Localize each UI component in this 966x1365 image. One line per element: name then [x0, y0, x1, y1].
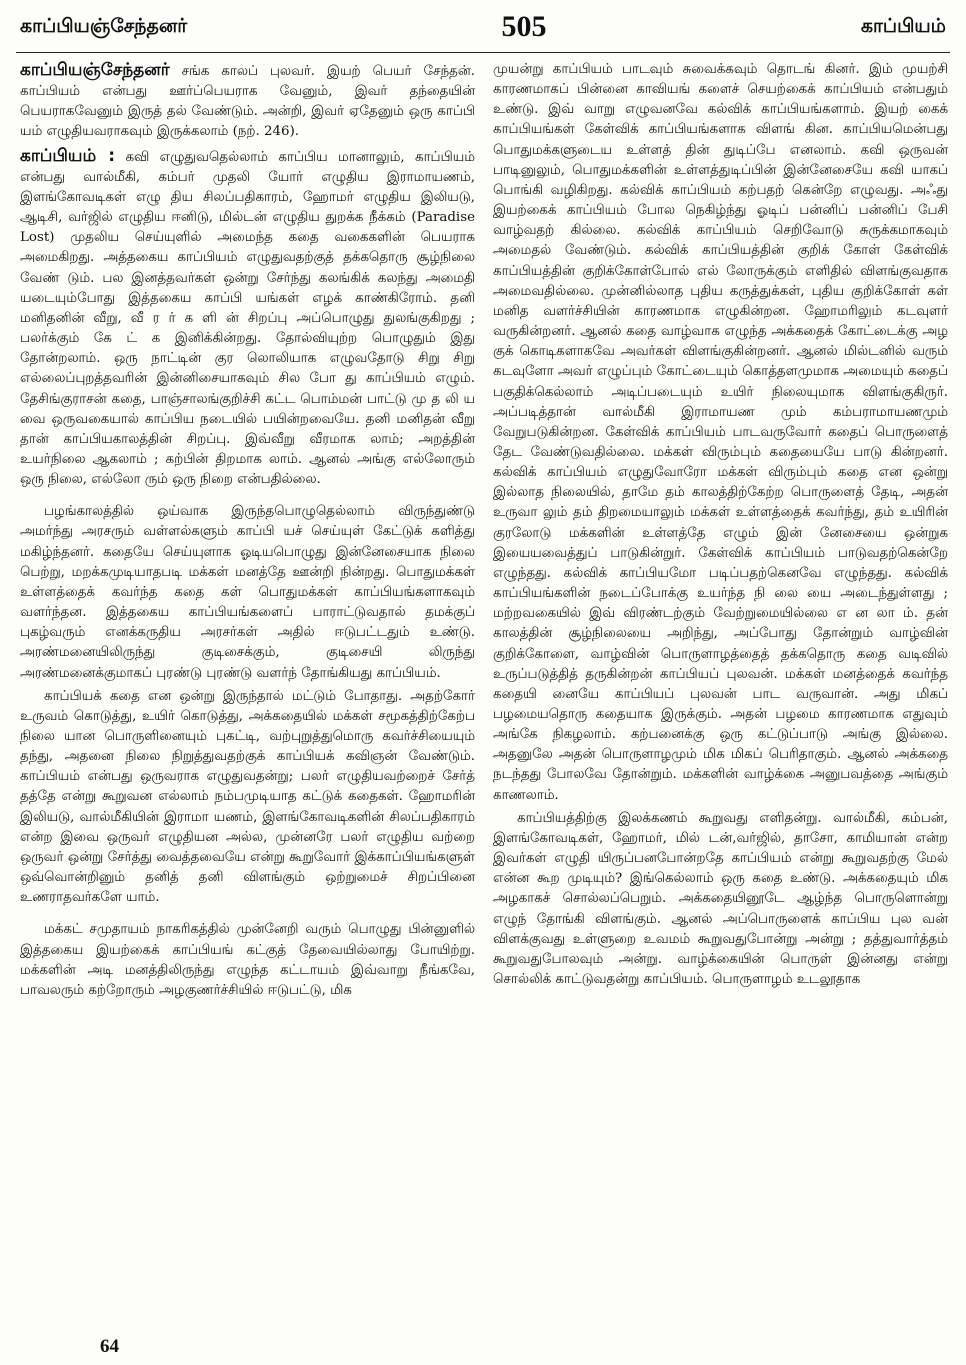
entry-text: கவி எழுதுவதெல்லாம் காப்பிய மானாலும், காப்பியம் என்பது வால்மீகி, கம்பர் முதலி யோர் எழுதிய இராமாயணம், இளங்கோவடிகள் எழு திய சிலப்பதிகாரம், ஹோமர் எழுதிய இலியடு, ஆடிசி, வர்ஜில் எழுதிய ஈனிடு, மில்டன் எழுதிய துறக்க நீக்கம் (Paradise Lost) முதலிய செய்யுளில் அமைந்த கதை வகைகளின் பெயராக அமைகிறது. அத்தகைய காப்பியம் எழுதுவதற்குத் தக்கதொரு சூழ்நிலை வேண் டும். பல இனத்தவர்கள் ஒன்று சேர்ந்து கலங்கிக் கலந்து அமைதி யடையும்போது இத்தகைய காப்பி யங்கள் எழக் காண்கிரோம். தனி மனிதனின் வீறு, வீ ர ர் க ளி ன் சிறப்பு அப்பொழுது துலங்குகிறது ; பலர்க்கும் கே ட் க இனிக்கின்றது. தோல்வியுற்ற பொழுதும் இது தோன்றலாம். ஒரு நாட்டின் குர லொலியாக எழுவதோடு சிறு சிறு எல்லைப்புறத்தவரின் இன்னிசையாகவும் சில போ து காப்பியம் எழும். தேசிங்குராசன் கதை, பாஞ்சாலங்குறிச்சி கட்ட பொம்மன் பாட்டு மு த லி ய வை ஒருவகையால் காப்பிய நடையில் பயின்றவையே. தனி மனிதன் வீறு தான் காப்பியகாலத்தின் சிறப்பு. இவ்வீறு வீரமாக லாம்; அறத்தின் உயர்நிலை ஆகலாம் ; கற்பின் திறமாக லாம். ஆனல் அங்கு எல்லோரும் ஒரு நிலை, எல்லோ ரும் ஒரு நிறை என்பதில்லை. [20, 149, 475, 488]
right-column [493, 60, 948, 1325]
left-column [20, 60, 475, 1325]
header-page-number: 505 [501, 10, 547, 43]
footer-page-number: 64 [100, 1336, 119, 1357]
body-columns [20, 60, 948, 1325]
paragraph: முயன்று காப்பியம் பாடவும் சுவைக்கவும் தொடங் கினர். இம் முயற்சி காரணமாகப் பின்னை காவியங் களைச் செயற்கைக் காப்பியம் என்பதும் உண்டு. இவ் வாறு எழுவனவே கல்விக் காப்பியங்களாம். இயற் கைக் காப்பியங்கள் கேள்விக் காப்பியங்களாக விளங் கின. காப்பியமென்பது பொதுமக்களுடைய உள்ளத் தின் துடிப்பே எனலாம். கவி ஒருவன் பாடினுலும், பொதுமக்களின் உள்ளத்துடிப்பின் இன்னேசையே கவி யாகப் பொங்கி வழிகிறது. கல்விக் காப்பியம் கற்பதற் கென்றே எழுவது. அஃது இயற்கைக் காப்பியம் போல நெகிழ்ந்து ஓடிப் பன்னிப் பன்னிப் பேசி வாழ்வதற் கில்லை. கல்விக் காப்பியம் செறிவோடு சுருக்கமாகவும் அமைதல் வேண்டும். கல்விக் காப்பியத்தின் குறிக் கோள் கேள்விக் காப்பியத்தின் குறிக்கோள்போல் எல் லோருக்கும் எளிதில் விளங்குவதாக அமைவதில்லை. முன்னில்லாத புதிய கருத்துக்கள், புதிய குறிக்கோள் கள் மனித வளர்ச்சியின் காரணமாக எழுகின்றன. ஹோமரிலும் கடவுளர் வருகின்றனர். ஆனல் கதை வாழ்வாக எழுந்த அக்கதைக் கோட்டைக்கு அழ குக் கொடிகளாகவே அவர்கள் விளங்குகின்றனர். ஆனல் மில்டனில் வரும் கடவுளோ அவர் எழுப்பும் கோட்டையும் கொத்தளமுமாக அமையும் கதைப் பகுதிக்கெல்லாம் அடிப்படையும் உயிர் நிலையுமாக விளங்குகிருர். அப்படித்தான் வால்மீகி இராமாயண மும் கம்பராமாயணமும் வேறுபடுகின்றன. கேள்விக் காப்பியம் பாடவருவோர் கதைப் பொருளைத் தேட வேண்டுவதில்லை. மக்கள் விரும்பும் கதையையே பாடு கின்றனர். கல்விக் காப்பியம் எழுதுவோரோ மக்கள் விரும்பும் கதை என ஒன்று இல்லாத நிலையில், தாமே தம் காலத்திற்கேற்ற பொருளைத் தேடி, அதன் உருவா லும் தம் திறமையாலும் மக்கள் உள்ளத்தைக் கவர்ந்து, தம் உயிரின் குரலோடு மக்களின் உள்ளத்தே எழும் இன் னேசையை ஒன்றுக இயையவைத்துப் பாடுகின்றுர். கேள்விக் காப்பியம் பாடுவதற்கென்றே எழுந்தது. கல்விக் காப்பியமோ படிப்பதற்கெனவே எழுந்தது. கல்விக் காப்பியங்களின் நடைப்போக்கு உயர்ந்த நி லை யை அடைந்துள்ளது ; மற்றவகையில் இவ் விரண்டற்கும் வேற்றுமையில்லை எ ன லா ம். தன் காலத்தின் சூழ்நிலையை அறிந்து, அப்போது தோன்றும் வாழ்வின் குறிக்கோளை, வாழ்வின் பொருளாழத்தைத் தக்கதொரு கதை வடிவில் உருப்படுத்தித் தருகின்றன் காப்பியப் புலவன். மக்கள் மனத்தைக் கவர்ந்த கதையி னையே காப்பியப் புலவன் பாட வருவான். அது மிகப் பழமையதொரு கதையாக இருக்கும். அதன் பழமை காரணமாக எதுவும் அங்கே நிகழலாம். கற்பனைக்கு ஒரு கட்டுப்பாடு அங்கு இல்லை. அதனுலே அதன் பொருளாழமும் மிக மிகப் பெரிதாகும். ஆனல் அக்கதை நடந்தது போலவே தோன்றும். மக்களின் வாழ்க்கை அனுபவத்தை அங்கும் காணலாம். [493, 62, 948, 803]
entry-text: சங்க காலப் புலவர். இயற் பெயர் சேந்தன். காப்பியம் என்பது ஊர்ப்பெயராக வேனும், இவர் தந்தையின் பெயராகவேனும் இருத் தல் வேண்டும். அன்றி, இவர் ஏதேனும் ஒரு காப்பி யம் எழுதியவராகவும் இருக்கலாம் (நற். 246). [20, 64, 475, 140]
paragraph: மக்கட் சமுதாயம் நாகரிகத்தில் முன்னேறி வரும் பொழுது பின்னுளில் இத்தகைய இயற்கைக் காப்பியங் கட்குத் தேவையில்லாது போயிற்று. மக்களின் அடி மனத்திலிருந்து எழுந்த கட்டாயம் இவ்வாறு நீங்கவே, பாவலரும் கற்றோரும் அழகுணர்ச்சியில் ஈடுபட்டு, மிக [20, 922, 475, 998]
header-rule [16, 52, 950, 53]
header-left-title: காப்பியஞ்சேந்தனர் [20, 14, 188, 37]
paragraph: காப்பியக் கதை என ஒன்று இருந்தால் மட்டும் போதாது. அதற்கோர் உருவம் கொடுத்து, உயிர் கொடுத்து, அக்கதையில் மக்கள் சமூகத்திற்கேற்ப நிலை யான பொருளினையும் புகட்டி, வற்புறுத்துமொரு கவர்ச்சியையும் தந்து, அதனை நிலை நிறுத்துவதற்குக் காப்பியக் கவிஞன் வேண்டும். காப்பியம் என்பது ஒருவராக எழுதுவதன்று; பலர் எழுதியவற்றைச் சேர்த் தத்தே என்று கூறுவன எல்லாம் நம்பமுடியாத கட்டுக் கதைகள். ஹோமரின் இலியடு, வால்மீகியின் இராமா யணம், இளங்கோவடிகளின் சிலப்பதிகாரம் என்ற இவை ஒருவர் எழுதியன அல்ல, முன்னரே பலர் எழுதிய வற்றை ஒருவர் ஒன்று சேர்த்து வைத்தவையே என்று கூறுவோர் இக்காப்பியங்களுள் ஒவ்வொன்றினும் தனித் தனி விளங்கும் ஒற்றுமைச் சிறப்பினை உணராதவர்களே யாம். [20, 688, 475, 906]
entry-headword: காப்பியம் : [20, 145, 116, 166]
entry-kappiyanchendanar [20, 60, 475, 143]
entry-headword: காப்பியஞ்சேந்தனர் [20, 60, 170, 80]
paragraph: காப்பியத்திற்கு இலக்கணம் கூறுவது எளிதன்று. வால்மீகி, கம்பன், இளங்கோவடிகள், ஹோமர், மில் டன்,வர்ஜில், தாசோ, காமியான் என்ற இவர்கள் எழுதி யிருப்பனபோன்றதே காப்பியம் என்று கூறுவதற்கு மேல் என்ன கூற முடியும்? இங்கெல்லாம் ஒரு கதை உண்டு. அக்கதையும் மிக அழகாகச் சொல்லப்பெறும். அக்கதையினூடே ஆழ்ந்த பொருளொன்று எழுந் தோங்கி விளங்கும். ஆனல் அப்பொருளைக் காப்பிய புல வன் விளக்குவது உள்ளுறை உவமம் கூறுவதுபோன்று அன்று ; தத்துவார்த்தம் கூறுவதுபோலவும் அன்று. வாழ்க்கையின் பொருள் இன்னது என்று சொல்லிக் காட்டுவதன்று காப்பியம். பொருளாழம் உடலூதாக [493, 810, 948, 988]
running-header [20, 6, 946, 48]
entry-kappiyam [20, 146, 475, 491]
paragraph: பழங்காலத்தில் ஒய்வாக இருந்தபொழுதெல்லாம் விருந்துண்டு அமர்ந்து அரசரும் வள்ளல்களும் காப்பி யச் செய்யுள் கேட்டுக் களித்து மகிழ்ந்தனர். கதையே செய்யுளாக ஓடியபொழுது இன்னேசையாக நிலை பெற்று, மறக்கமுடியாதபடி மக்கள் மனத்தே ஊன்றி நின்றது. பொதுமக்கள் உள்ளத்தைக் கவர்ந்த கதை கள் பொதுமக்கள் காப்பியங்களாகவும் வளர்ந்தன. இத்தகைய காப்பியங்களைப் பாராட்டுவதால் தமக்குப் புகழ்வரும் எனக்கருதிய அரசர்கள் அதில் ஈடுபட்டதும் உண்டு. அரண்மனையிலிருந்து குடிசைக்கும், குடிசையி லிருந்து அரண்மனைக்குமாகப் புரண்டு புரண்டு வளர்ந் தோங்கியது காப்பியம். [20, 504, 475, 681]
header-right-title: காப்பியம் [860, 14, 946, 37]
